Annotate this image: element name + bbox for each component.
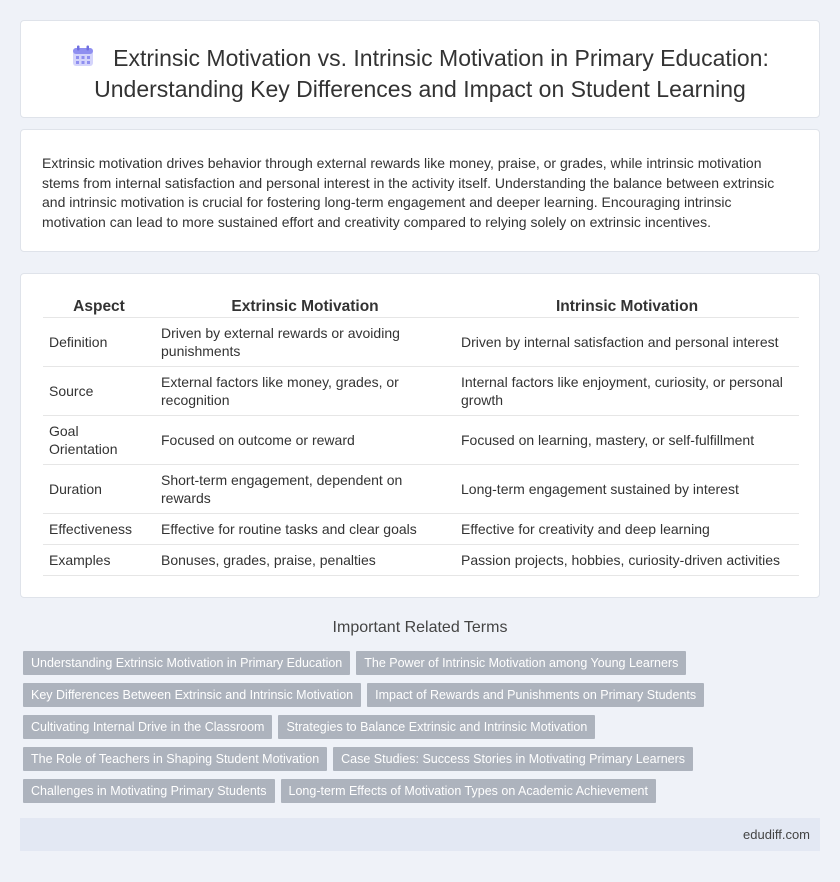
intro-paragraph: Extrinsic motivation drives behavior through external rewards like money, praise, or grades, while intrinsic motivation stems from internal satisfaction and personal interest in the activity itself. Understanding the balance between extrinsic and intrinsic motivation is crucial for fostering long-term engagement and deeper learning. Encouraging intrinsic motivation can lead to more sustained effort and creativity compared to relying solely on extrinsic incentives. (42, 155, 775, 230)
cell-intrinsic: Effective for creativity and deep learning (455, 514, 799, 545)
cell-intrinsic: Driven by internal satisfaction and personal interest (455, 318, 799, 367)
comparison-card (20, 273, 820, 598)
title-text-1: Extrinsic Motivation vs. Intrinsic Motivation in Primary Education: (113, 45, 769, 71)
title-card (20, 20, 820, 118)
related-term-link[interactable]: Challenges in Motivating Primary Students (23, 779, 275, 803)
table-row (43, 318, 799, 367)
comparison-table (43, 294, 799, 576)
cell-aspect: Duration (43, 465, 155, 514)
cell-aspect: Examples (43, 545, 155, 576)
cell-extrinsic: Short-term engagement, dependent on rewards (155, 465, 455, 514)
page-title-line-1 (21, 43, 819, 74)
table-row (43, 367, 799, 416)
cell-extrinsic: Bonuses, grades, praise, penalties (155, 545, 455, 576)
related-term-link[interactable]: Understanding Extrinsic Motivation in Primary Education (23, 651, 350, 675)
related-term-link[interactable]: Case Studies: Success Stories in Motivating Primary Learners (333, 747, 693, 771)
table-row (43, 465, 799, 514)
related-term-link[interactable]: The Power of Intrinsic Motivation among Young Learners (356, 651, 686, 675)
table-row (43, 416, 799, 465)
cell-intrinsic: Passion projects, hobbies, curiosity-driven activities (455, 545, 799, 576)
cell-extrinsic: Effective for routine tasks and clear goals (155, 514, 455, 545)
related-term-link[interactable]: Key Differences Between Extrinsic and Intrinsic Motivation (23, 683, 361, 707)
header-intrinsic: Intrinsic Motivation (455, 294, 799, 318)
related-term-link[interactable]: The Role of Teachers in Shaping Student Motivation (23, 747, 327, 771)
cell-aspect: Definition (43, 318, 155, 367)
table-header-row (43, 294, 799, 318)
header-extrinsic: Extrinsic Motivation (155, 294, 455, 318)
page-title-line-2: Understanding Key Differences and Impact on Student Learning (94, 76, 746, 102)
related-term-link[interactable]: Strategies to Balance Extrinsic and Intrinsic Motivation (278, 715, 595, 739)
cell-extrinsic: Focused on outcome or reward (155, 416, 455, 465)
cell-extrinsic: Driven by external rewards or avoiding punishments (155, 318, 455, 367)
related-terms-list (23, 651, 813, 803)
cell-intrinsic: Internal factors like enjoyment, curiosity, or personal growth (455, 367, 799, 416)
cell-extrinsic: External factors like money, grades, or recognition (155, 367, 455, 416)
cell-aspect: Goal Orientation (43, 416, 155, 465)
cell-intrinsic: Focused on learning, mastery, or self-fulfillment (455, 416, 799, 465)
related-term-link[interactable]: Impact of Rewards and Punishments on Primary Students (367, 683, 704, 707)
footer (20, 818, 820, 851)
related-term-link[interactable]: Long-term Effects of Motivation Types on Academic Achievement (281, 779, 656, 803)
cell-aspect: Source (43, 367, 155, 416)
cell-intrinsic: Long-term engagement sustained by interest (455, 465, 799, 514)
intro-card (20, 129, 820, 252)
table-row (43, 545, 799, 576)
footer-site-link[interactable]: edudiff.com (743, 827, 810, 842)
related-terms-heading: Important Related Terms (332, 619, 508, 636)
calendar-icon (71, 44, 95, 68)
header-aspect: Aspect (43, 294, 155, 318)
table-row (43, 514, 799, 545)
related-term-link[interactable]: Cultivating Internal Drive in the Classroom (23, 715, 272, 739)
cell-aspect: Effectiveness (43, 514, 155, 545)
